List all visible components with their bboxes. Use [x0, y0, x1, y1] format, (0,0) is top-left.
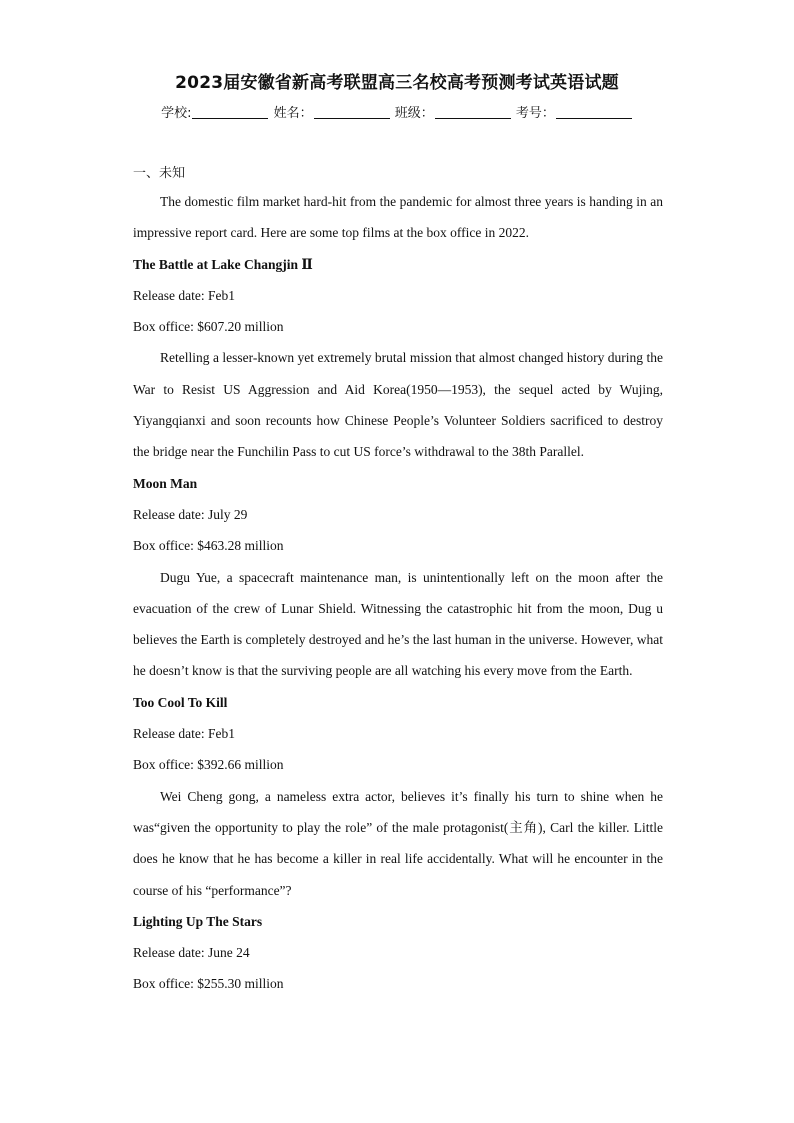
film-release-date: Release date: June 24	[133, 945, 250, 961]
name-blank[interactable]	[314, 106, 390, 119]
intro-paragraph: The domestic film market hard-hit from the pandemic for almost three years is handing in an impressive report card. Here are some top films at the box office in 2022.	[133, 194, 663, 241]
passage	[133, 162, 663, 1000]
film-release-date: Release date: Feb1	[133, 287, 235, 303]
number-blank[interactable]	[556, 106, 632, 119]
film-box-office: Box office: $463.28 million	[133, 538, 284, 554]
film-box-office: Box office: $255.30 million	[133, 976, 284, 992]
film-description: Wei Cheng gong, a nameless extra actor, believes it’s finally his turn to shine when he was“given the opportunity to play the role” of the male protagonist(主角), Carl the killer. Little does he know that he has become a killer in real life accidentally. What will he encounter in the course of his “performance”?	[133, 788, 663, 898]
film-release-date: Release date: July 29	[133, 506, 248, 522]
film-box-office: Box office: $607.20 million	[133, 319, 284, 335]
exam-title: 2023届安徽省新高考联盟高三名校高考预测考试英语试题	[175, 73, 619, 93]
film-title: Lighting Up The Stars	[133, 913, 263, 929]
film-title: The Battle at Lake Changjin Ⅱ	[133, 256, 313, 272]
film-title: Too Cool To Kill	[133, 694, 228, 710]
student-info-line	[0, 102, 794, 121]
school-blank[interactable]	[192, 106, 268, 119]
section-heading: 一、未知	[133, 166, 186, 181]
film-description: Dugu Yue, a spacecraft maintenance man, is unintentionally left on the moon after the evacuation of the crew of Lunar Shield. Witnessing the catastrophic hit from the moon, Dug u believes the Earth is completely destroyed and he’s the last human in the universe. However, what he doesn’t know is that the surviving people are all watching his every move from the Earth.	[133, 569, 663, 679]
name-label: 姓名：	[273, 106, 313, 121]
number-label: 考号：	[515, 106, 555, 121]
film-title: Moon Man	[133, 475, 198, 491]
film-description: Retelling a lesser-known yet extremely brutal mission that almost changed history during the War to Resist US Aggression and Aid Korea(1950—1953), the sequel acted by Wujing, Yiyangqianxi and soon recounts how Chinese People’s Volunteer Soldiers sacrificed to destroy the bridge near the Funchilin Pass to cut US force’s withdrawal to the 38th Parallel.	[133, 350, 663, 460]
film-box-office: Box office: $392.66 million	[133, 757, 284, 773]
film-release-date: Release date: Feb1	[133, 726, 235, 742]
class-blank[interactable]	[435, 106, 511, 119]
class-label: 班级：	[394, 106, 434, 121]
school-label: 学校:	[161, 106, 192, 121]
